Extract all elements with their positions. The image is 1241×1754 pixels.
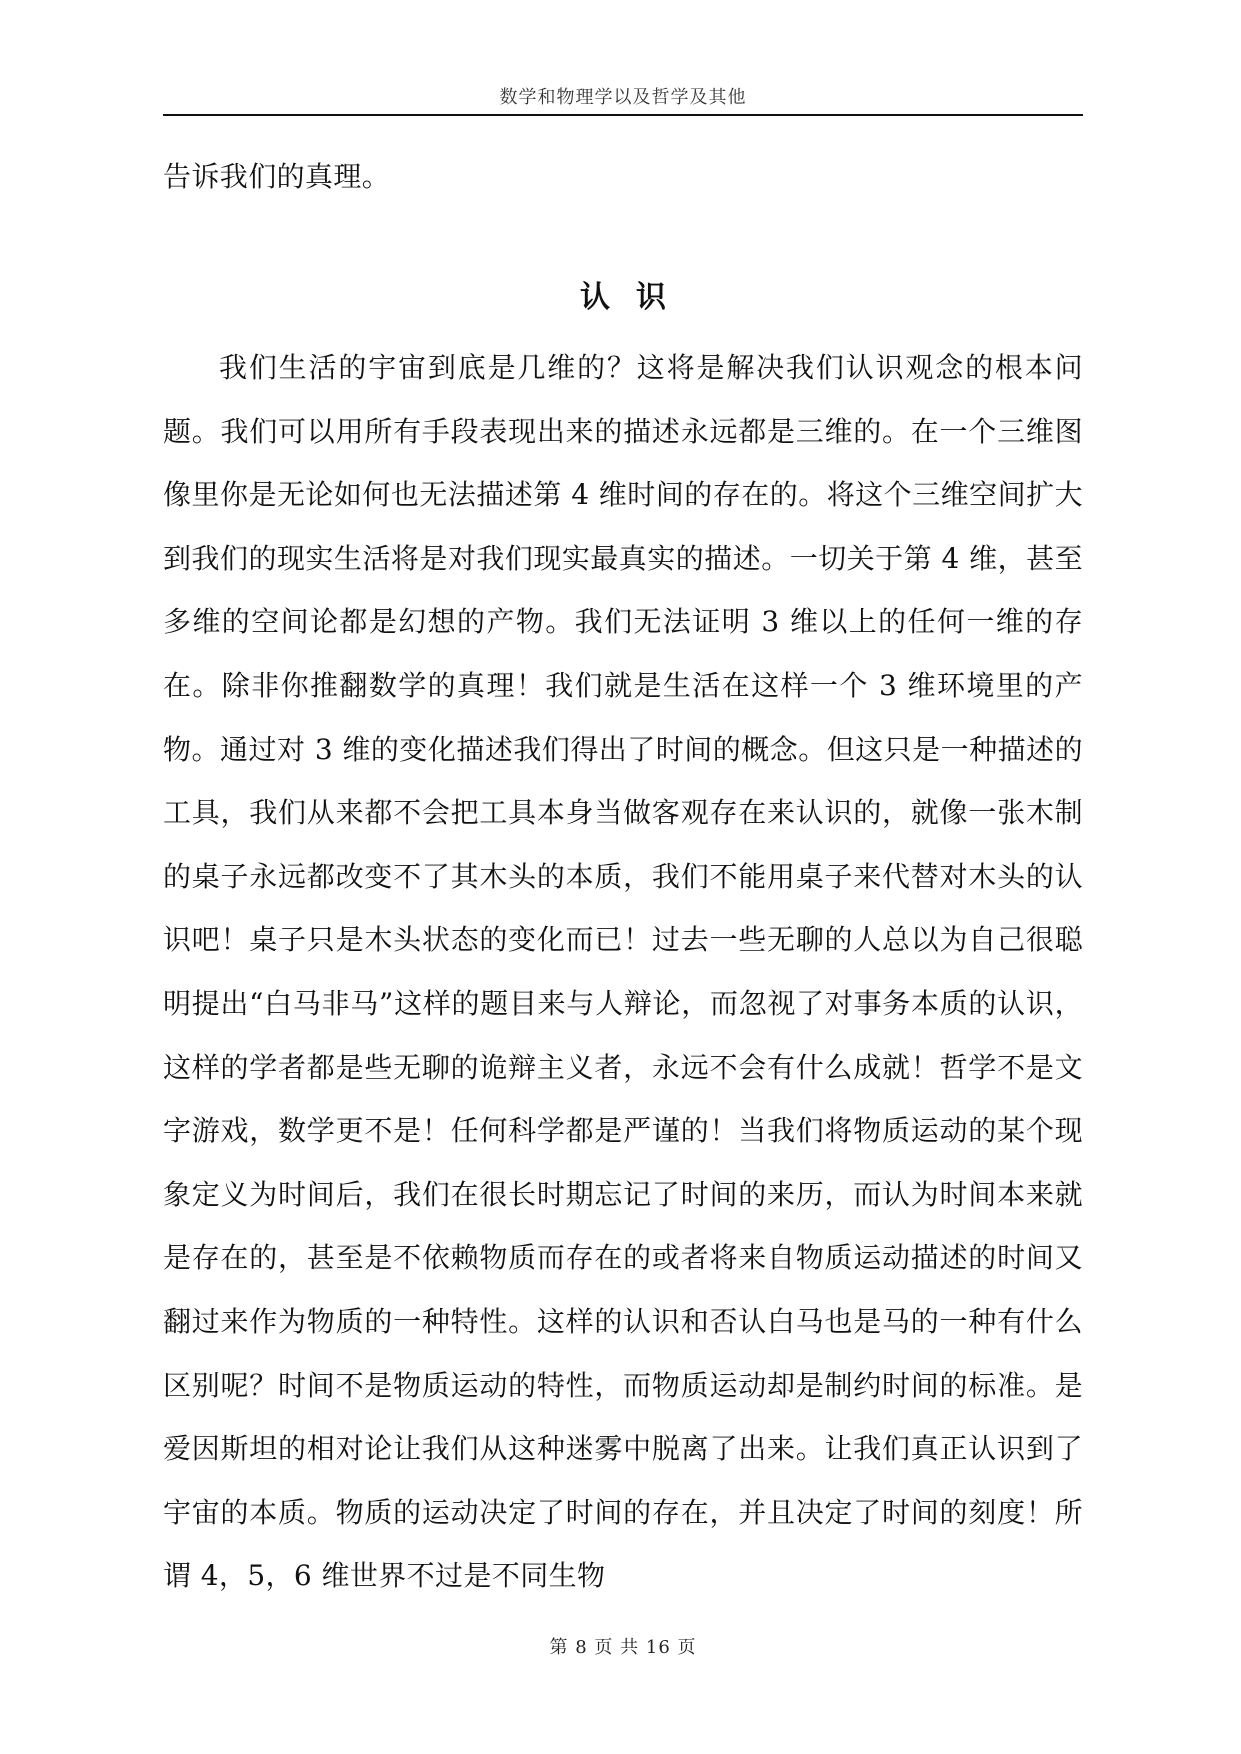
footer-page-number: 8 — [575, 1637, 588, 1658]
body-paragraph: 我们生活的宇宙到底是几维的？这将是解决我们认识观念的根本问题。我们可以用所有手段表现出来的描述永远都是三维的。在一个三维图像里你是无论如何也无法描述第 4 维时间的存在的。将这个三维空间扩大到我们的现实生活将是对我们现实最真实的描述。一切关于第 4 维，甚至多维的空间论都是幻想的产物。我们无法证明 3 维以上的任何一维的存在。除非你推翻数学的真理！我们就是生活在这样一个 3 维环境里的产物。通过对 3 维的变化描述我们得出了时间的概念。但这只是一种描述的工具，我们从来都不会把工具本身当做客观存在来认识的，就像一张木制的桌子永远都改变不了其木头的本质，我们不能用桌子来代替对木头的认识吧！桌子只是木头状态的变化而已！过去一些无聊的人总以为自己很聪明提出“白马非马”这样的题目来与人辩论，而忽视了对事务本质的认识，这样的学者都是些无聊的诡辩主义者，永远不会有什么成就！哲学不是文字游戏，数学更不是！任何科学都是严谨的！当我们将物质运动的某个现象定义为时间后，我们在很长时期忘记了时间的来历，而认为时间本来就是存在的，甚至是不依赖物质而存在的或者将来自物质运动描述的时间又翻过来作为物质的一种特性。这样的认识和否认白马也是马的一种有什么区别呢？时间不是物质运动的特性，而物质运动却是制约时间的标准。是爱因斯坦的相对论让我们从这种迷雾中脱离了出来。让我们真正认识到了宇宙的本质。物质的运动决定了时间的存在，并且决定了时间的刻度！所谓 4，5，6 维世界不过是不同生物 — [163, 351, 1083, 1593]
page-footer — [163, 1636, 1083, 1660]
footer-prefix: 第 — [549, 1637, 569, 1658]
footer-middle: 页 共 — [594, 1637, 640, 1658]
carry-over-paragraph: 告诉我们的真理。 — [163, 160, 391, 193]
section-title: 认识 — [580, 280, 692, 315]
footer-suffix: 页 — [677, 1637, 697, 1658]
header-rule — [163, 114, 1083, 116]
running-header: 数学和物理学以及哲学及其他 — [499, 87, 747, 108]
footer-total-pages: 16 — [645, 1637, 671, 1658]
